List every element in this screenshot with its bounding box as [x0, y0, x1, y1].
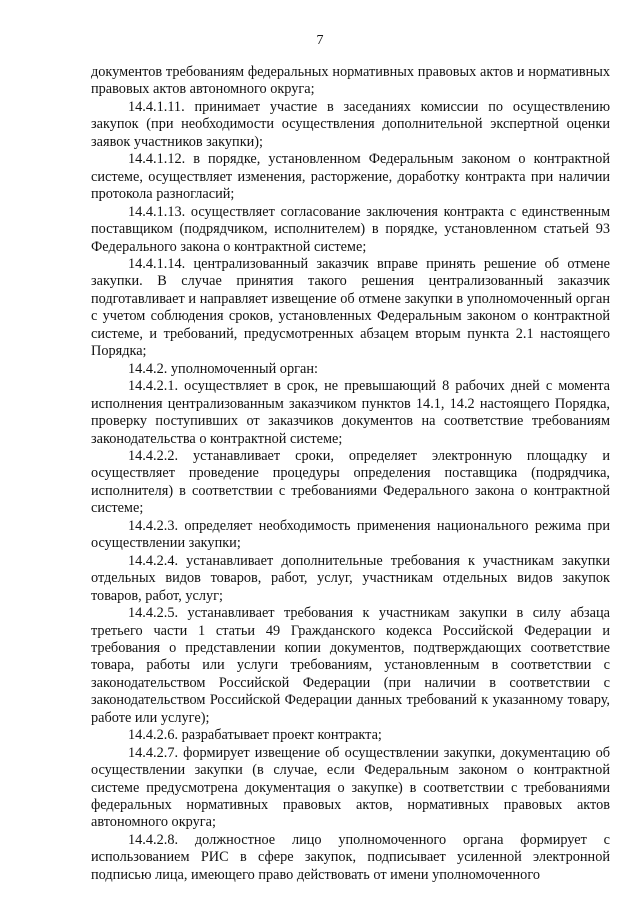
- document-body: [91, 64, 610, 884]
- paragraph-14-4-2-6: 14.4.2.6. разрабатывает проект контракта;: [128, 727, 382, 744]
- paragraph-14-4-1-14: 14.4.1.14. централизованный заказчик вправе принять решение об отмене закупки. В случае принятия такого решения централизованный заказчик подготавливает и направляет извещение об отмене закупки в уполномоченный орган с учетом соблюдения сроков, установленных Федеральным законом о контрактной системе, и требований, предусмотренных абзацем вторым пункта 2.1 настоящего Порядка;: [91, 255, 610, 360]
- paragraph-continuation: документов требованиям федеральных нормативных правовых актов и нормативных правовых актов автономного округа;: [91, 64, 610, 98]
- paragraph-14-4-2-5: 14.4.2.5. устанавливает требования к участникам закупки в силу абзаца третьего части 1 статьи 49 Гражданского кодекса Российской Федерации и требования о представлении копии документов, подтверждающих соответствие товара, работы или услуги требованиям, установленным в соответствии с законодательством Российской Федерации (при наличии в соответствии с законодательством Российской Федерации данных требований к указанному товару, работе или услуге);: [91, 605, 610, 726]
- paragraph-14-4-2-7: 14.4.2.7. формирует извещение об осуществлении закупки, документацию об осуществлении закупки (в случае, если Федеральным законом о контрактной системе предусмотрена документация о закупке) в соответствии с требованиями федеральных нормативных правовых актов, нормативных правовых актов автономного округа;: [91, 744, 610, 831]
- paragraph-14-4-1-13: 14.4.1.13. осуществляет согласование заключения контракта с единственным поставщиком (подрядчиком, исполнителем) в порядке, установленном статьей 93 Федерального закона о контрактной системе;: [91, 203, 610, 255]
- paragraph-14-4-2-4: 14.4.2.4. устанавливает дополнительные требования к участникам закупки отдельных видов товаров, работ, услуг, участникам отдельных видов закупок товаров, работ, услуг;: [91, 552, 610, 604]
- paragraph-14-4-2-1: 14.4.2.1. осуществляет в срок, не превышающий 8 рабочих дней с момента исполнения централизованным заказчиком пунктов 14.1, 14.2 настоящего Порядка, проверку поступивших от заказчиков документов на соответствие требованиям законодательства о контрактной системе;: [91, 378, 610, 447]
- page-number: 7: [316, 33, 324, 48]
- paragraph-14-4-2-8: 14.4.2.8. должностное лицо уполномоченного органа формирует с использованием РИС в сфере закупок, подписывает усиленной электронной подписью лица, имеющего право действовать от имени уполномоченного: [91, 831, 610, 883]
- paragraph-14-4-1-11: 14.4.1.11. принимает участие в заседаниях комиссии по осуществлению закупок (при необходимости осуществления дополнительной экспертной оценки заявок участников закупки);: [91, 98, 610, 150]
- paragraph-14-4-2: 14.4.2. уполномоченный орган:: [128, 360, 318, 377]
- paragraph-14-4-2-3: 14.4.2.3. определяет необходимость применения национального режима при осуществлении закупки;: [91, 517, 610, 552]
- paragraph-14-4-1-12: 14.4.1.12. в порядке, установленном Федеральным законом о контрактной системе, осуществляет изменения, расторжение, доработку контракта при наличии протокола разногласий;: [91, 151, 610, 203]
- paragraph-14-4-2-2: 14.4.2.2. устанавливает сроки, определяет электронную площадку и осуществляет проведение процедуры определения поставщика (подрядчика, исполнителя) в соответствии с требованиями Федерального закона о контрактной системе;: [91, 447, 610, 517]
